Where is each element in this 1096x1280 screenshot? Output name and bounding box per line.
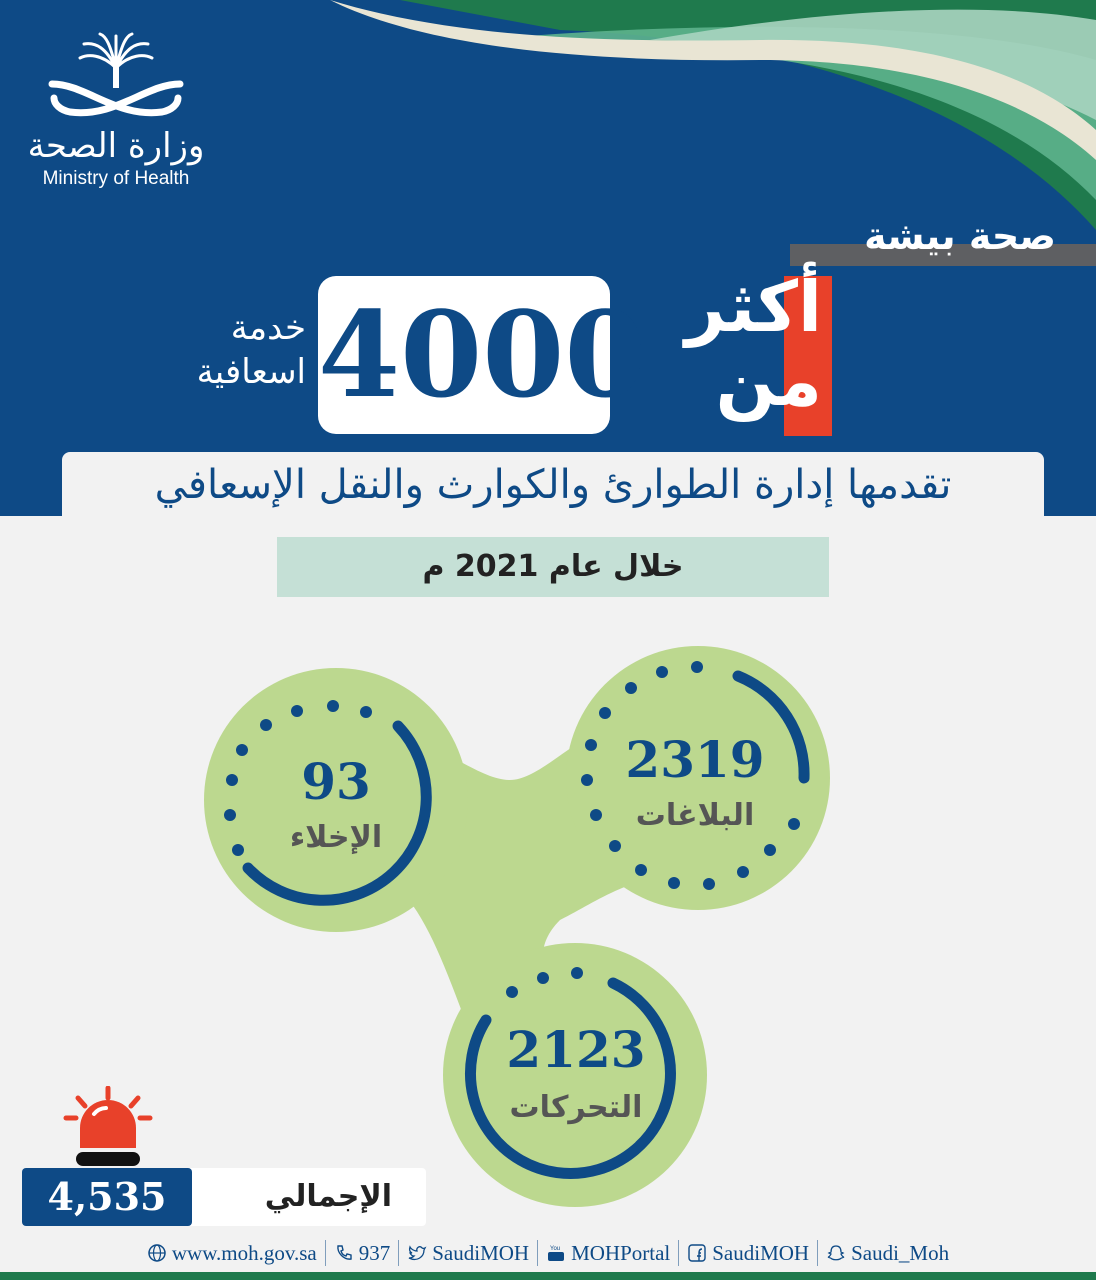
stat-label-reports: البلاغات	[635, 798, 755, 833]
alarm-siren-icon	[60, 1086, 156, 1170]
period-text: خلال عام 2021 م	[422, 549, 684, 584]
region-title: صحة بيشة	[864, 214, 1056, 258]
footer-facebook[interactable]	[687, 1241, 809, 1266]
twitter-text: SaudiMOH	[432, 1240, 530, 1265]
youtube-text: MOHPortal	[571, 1240, 671, 1265]
website-text: www.moh.gov.sa	[171, 1240, 317, 1265]
footer-divider	[817, 1240, 818, 1266]
stat-value-evacuation: 93	[301, 752, 371, 811]
bottom-green-bar	[0, 1272, 1096, 1280]
footer-youtube[interactable]	[546, 1241, 670, 1266]
stat-value-movements: 2123	[506, 1020, 646, 1079]
facebook-icon	[687, 1243, 707, 1263]
footer-divider	[325, 1240, 326, 1266]
footer-divider	[398, 1240, 399, 1266]
more-than-text: أكثر من	[685, 266, 822, 422]
footer-phone[interactable]	[334, 1241, 391, 1266]
footer-contacts	[60, 1238, 1036, 1268]
phone-icon	[334, 1243, 354, 1263]
stat-label-evacuation: الإخلاء	[289, 820, 383, 855]
stat-label-movements: التحركات	[509, 1090, 643, 1125]
total-label: الإجمالي	[264, 1179, 392, 1214]
logo-english-text: Ministry of Health	[42, 168, 190, 189]
snapchat-icon	[826, 1243, 846, 1263]
stat-value-reports: 2319	[625, 730, 765, 789]
snapchat-text: Saudi_Moh	[851, 1240, 950, 1265]
logo-arabic-text: وزارة الصحة	[27, 126, 205, 166]
footer-website[interactable]	[147, 1241, 317, 1266]
footer-divider	[678, 1240, 679, 1266]
twitter-icon	[407, 1243, 427, 1263]
facebook-text: SaudiMOH	[712, 1240, 810, 1265]
total-value: 4,535	[47, 1174, 167, 1219]
youtube-icon	[546, 1243, 566, 1263]
footer-divider	[537, 1240, 538, 1266]
footer-twitter[interactable]	[407, 1241, 529, 1266]
phone-text: 937	[358, 1240, 391, 1265]
globe-icon	[147, 1243, 167, 1263]
description-text: تقدمها إدارة الطوارئ والكوارث والنقل الإسعافي	[154, 462, 952, 508]
svg-text:You: You	[550, 1246, 561, 1252]
headline-number: 4000	[318, 285, 647, 424]
footer-snapchat[interactable]	[826, 1241, 949, 1266]
services-label: خدمة اسعافية	[196, 308, 306, 392]
